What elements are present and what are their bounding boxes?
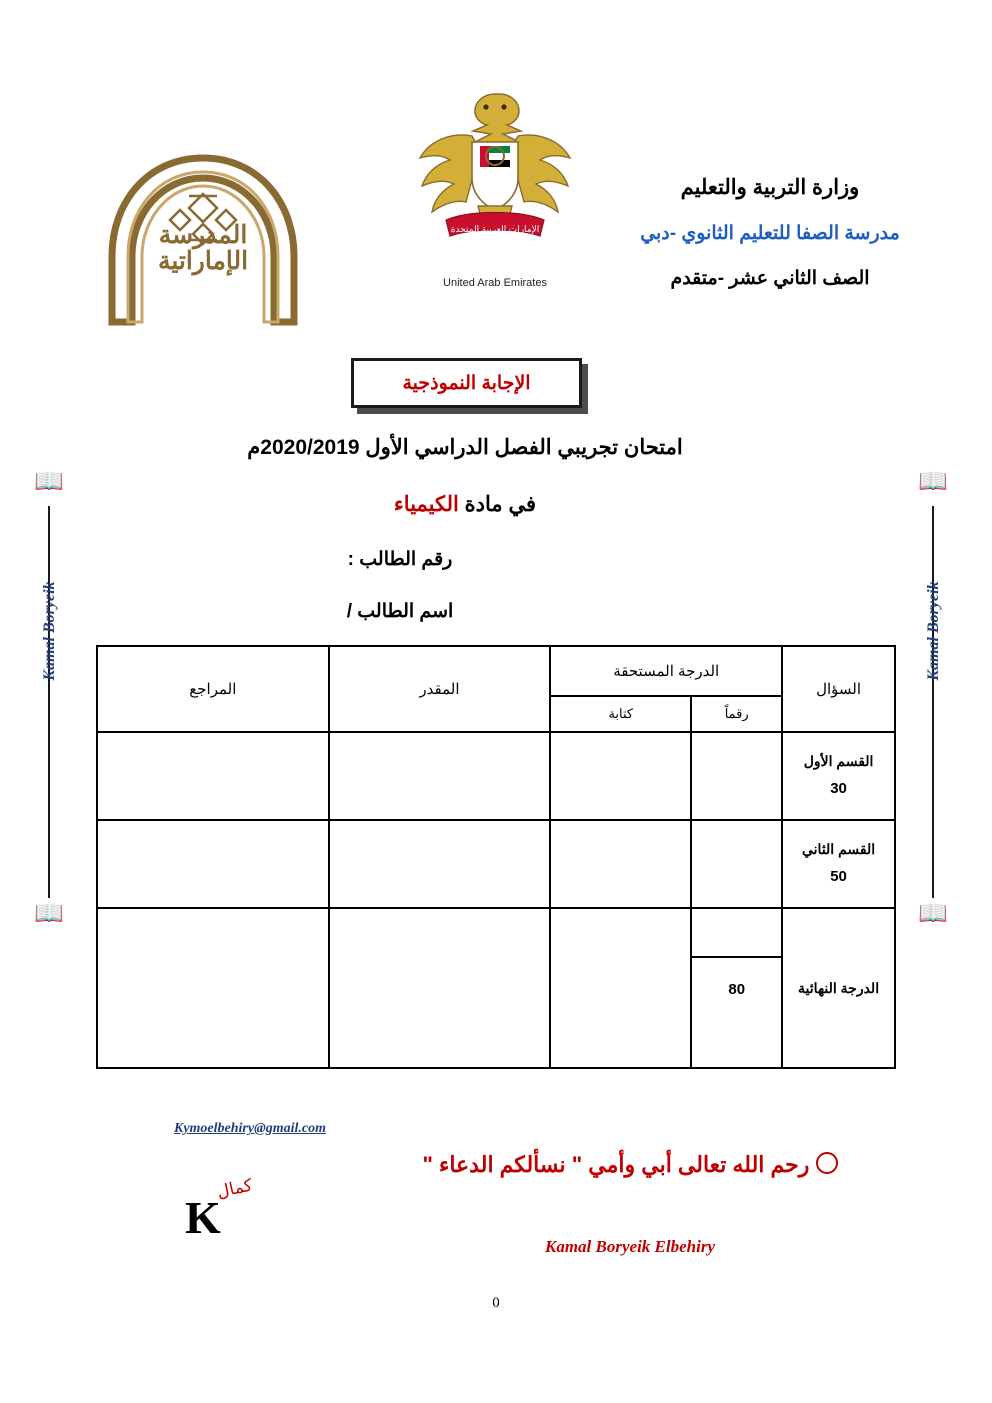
school-logo-line2: الإماراتية: [157, 247, 249, 276]
row-label-final: الدرجة النهائية: [782, 908, 895, 1068]
row-label-text: القسم الثاني: [801, 841, 876, 858]
emblem-caption: United Arab Emirates: [443, 277, 547, 289]
document-header: [0, 80, 992, 330]
model-answer-banner: [351, 358, 582, 408]
header-reviewer: المراجع: [97, 646, 329, 732]
header-question: السؤال: [782, 646, 895, 732]
cell-evaluator-final[interactable]: [329, 908, 551, 1068]
svg-text:الإمارات العربية المتحدة: الإمارات العربية المتحدة: [450, 224, 540, 234]
cell-written-section-1[interactable]: [550, 732, 691, 820]
cell-numeric-section-1[interactable]: [691, 732, 782, 820]
row-label-section-1: [782, 732, 895, 820]
marks-table: [96, 645, 896, 1069]
row-label-text: القسم الأول: [803, 753, 874, 770]
exam-title: امتحان تجريبي الفصل الدراسي الأول 2020/2019م: [247, 436, 683, 459]
ministry-name: وزارة التربية والتعليم: [680, 176, 860, 199]
row-label-section-2: [782, 820, 895, 908]
exam-subject-line: [0, 492, 930, 517]
bullet-icon: [816, 1152, 838, 1174]
book-icon: 📖: [918, 469, 948, 495]
dua-text: [330, 1150, 930, 1178]
cell-evaluator-section-2[interactable]: [329, 820, 551, 908]
ministry-block: [600, 175, 940, 312]
row-label-mark: 50: [830, 868, 847, 886]
school-logo-line1: المدرسة: [158, 221, 248, 249]
cell-reviewer-final[interactable]: [97, 908, 329, 1068]
signature-arabic: كمال: [215, 1175, 254, 1202]
grade-name: الصف الثاني عشر -متقدم: [670, 268, 870, 289]
exam-subject-name: الكيمياء: [393, 493, 459, 516]
cell-written-section-2[interactable]: [550, 820, 691, 908]
student-name-label: اسم الطالب /: [346, 601, 454, 622]
book-icon: 📖: [918, 901, 948, 927]
signature-letter: K: [185, 1192, 221, 1243]
model-answer-label: الإجابة النموذجية: [402, 372, 531, 394]
school-logo: [88, 150, 318, 330]
signature-mark: [175, 1175, 285, 1245]
author-email[interactable]: Kymoelbehiry@gmail.com: [173, 1121, 327, 1136]
cell-evaluator-section-1[interactable]: [329, 732, 551, 820]
book-icon: 📖: [34, 901, 64, 927]
school-name: مدرسة الصفا للتعليم الثانوي -دبي: [640, 223, 900, 244]
cell-numeric-section-2[interactable]: [691, 820, 782, 908]
cell-reviewer-section-1[interactable]: [97, 732, 329, 820]
book-icon: 📖: [34, 469, 64, 495]
exam-subject-prefix: في مادة: [458, 493, 537, 516]
page-number: 0: [492, 1295, 500, 1311]
author-vertical-name: Kamal Boryeik: [41, 581, 58, 681]
table-row: [97, 820, 895, 908]
cell-numeric-final[interactable]: [691, 908, 782, 1068]
school-logo-text: [88, 222, 318, 275]
author-name: Kamal Boryeik Elbehiry: [545, 1237, 715, 1256]
cell-written-final[interactable]: [550, 908, 691, 1068]
dua-label: رحم الله تعالى أبي وأمي " نسألكم الدعاء ": [422, 1152, 810, 1177]
uae-emblem: [400, 80, 590, 295]
cell-total-mark: 80: [728, 980, 746, 998]
side-decoration-left: [28, 470, 74, 940]
cell-reviewer-section-2[interactable]: [97, 820, 329, 908]
uae-falcon-emblem-icon: [400, 80, 590, 270]
row-label-mark: 30: [830, 780, 847, 798]
header-earned-mark: الدرجة المستحقة: [550, 646, 782, 696]
author-vertical-name: Kamal Boryeik: [925, 581, 942, 681]
table-row: [97, 908, 895, 1068]
header-numeric: رقماً: [691, 696, 782, 732]
student-number-label: رقم الطالب :: [347, 549, 453, 570]
table-header-row: [97, 646, 895, 696]
table-row: [97, 732, 895, 820]
header-evaluator: المقدر: [329, 646, 551, 732]
header-written: كتابة: [550, 696, 691, 732]
side-decoration-right: [912, 470, 958, 940]
